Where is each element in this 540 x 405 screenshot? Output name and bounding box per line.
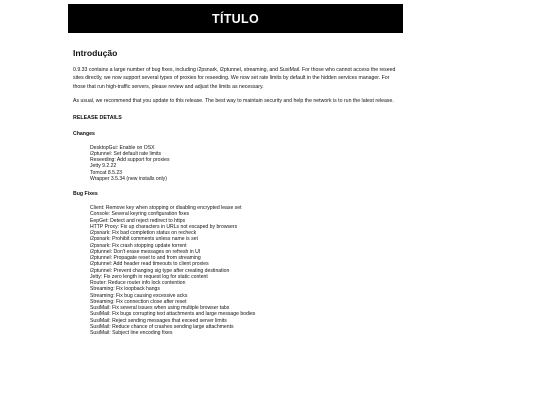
list-item: SusiMail: Subject line encoding fixes (90, 330, 173, 337)
list-item: SusiMail: Reject sending messages that exceed server limits (90, 317, 227, 324)
list-item: Streaming: Fix loopback hangs (90, 286, 160, 293)
list-item: SusiMail: Fix several issues when using multiple browser tabs (90, 305, 230, 312)
section-heading-introduction: Introdução (73, 48, 118, 58)
list-item: Client: Remove key when stopping or disabling encrypted lease set (90, 205, 242, 212)
list-item: i2ptunnel: Propagate reset to and from streaming (90, 255, 201, 262)
intro-paragraph-1: 0.9.33 contains a large number of bug fixes, including i2psnark, i2ptunnel, streaming, and SusiMail. For those who cannot access the reseed sites directly, we now support several types of proxies for reseeding. We now set rate limits by default in the hidden services manager. For those that run high-traffic servers, please review and adjust the limits as necessary. (73, 67, 396, 90)
page-title: TÍTULO (212, 11, 259, 26)
list-item: SusiMail: Fix bugs corrupting text attachments and large message bodies (90, 311, 256, 318)
list-item: EepGet: Detect and reject redirect to https (90, 217, 186, 224)
list-item: Console: Several keyring configuration fixes (90, 211, 190, 218)
bug-fixes-list (73, 205, 398, 336)
release-details-heading: RELEASE DETAILS (73, 114, 122, 121)
list-item: i2ptunnel: Set default rate limits (90, 150, 162, 157)
list-item: HTTP Proxy: Fix up characters in URLs not escaped by browsers (90, 223, 238, 230)
changes-list (73, 145, 398, 183)
list-item: Reseeding: Add support for proxies (90, 157, 170, 164)
list-item: DesktopGui: Enable on OSX (90, 144, 155, 151)
list-item: i2ptunnel: Don't erase messages on refresh in UI (90, 248, 201, 255)
list-item: i2ptunnel: Prevent changing sig type after creating destination (90, 267, 230, 274)
list-item: Jetty: Fix zero length in request log for static content (90, 273, 208, 280)
document-page (68, 4, 403, 342)
changes-heading: Changes (73, 130, 95, 137)
intro-paragraph-2: As usual, we recommend that you update to this release. The best way to maintain security and help the network is to run the latest release. (73, 98, 394, 105)
list-item: i2ptunnel: Add header read timeouts to client proxies (90, 261, 209, 268)
list-item: Jetty 9.2.22 (90, 163, 117, 170)
bug-fixes-heading: Bug Fixes (73, 191, 98, 198)
list-item: Tomcat 8.5.23 (90, 169, 122, 176)
list-item: i2psnark: Fix bad completion status on recheck (90, 230, 197, 237)
list-item: Router: Reduce router info lock contention (90, 280, 186, 287)
list-item: SusiMail: Reduce chance of crashes sending large attachments (90, 323, 234, 330)
list-item: i2psnark: Fix crash stopping update torrent (90, 242, 187, 249)
list-item: Wrapper 3.5.34 (new installs only) (90, 175, 167, 182)
list-item: i2psnark: Prohibit comments unless name is set (90, 236, 198, 243)
title-banner (68, 4, 403, 33)
list-item: Streaming: Fix connection close after reset (90, 298, 187, 305)
article-body (68, 48, 403, 336)
list-item: Streaming: Fix bug causing excessive acks (90, 292, 188, 299)
